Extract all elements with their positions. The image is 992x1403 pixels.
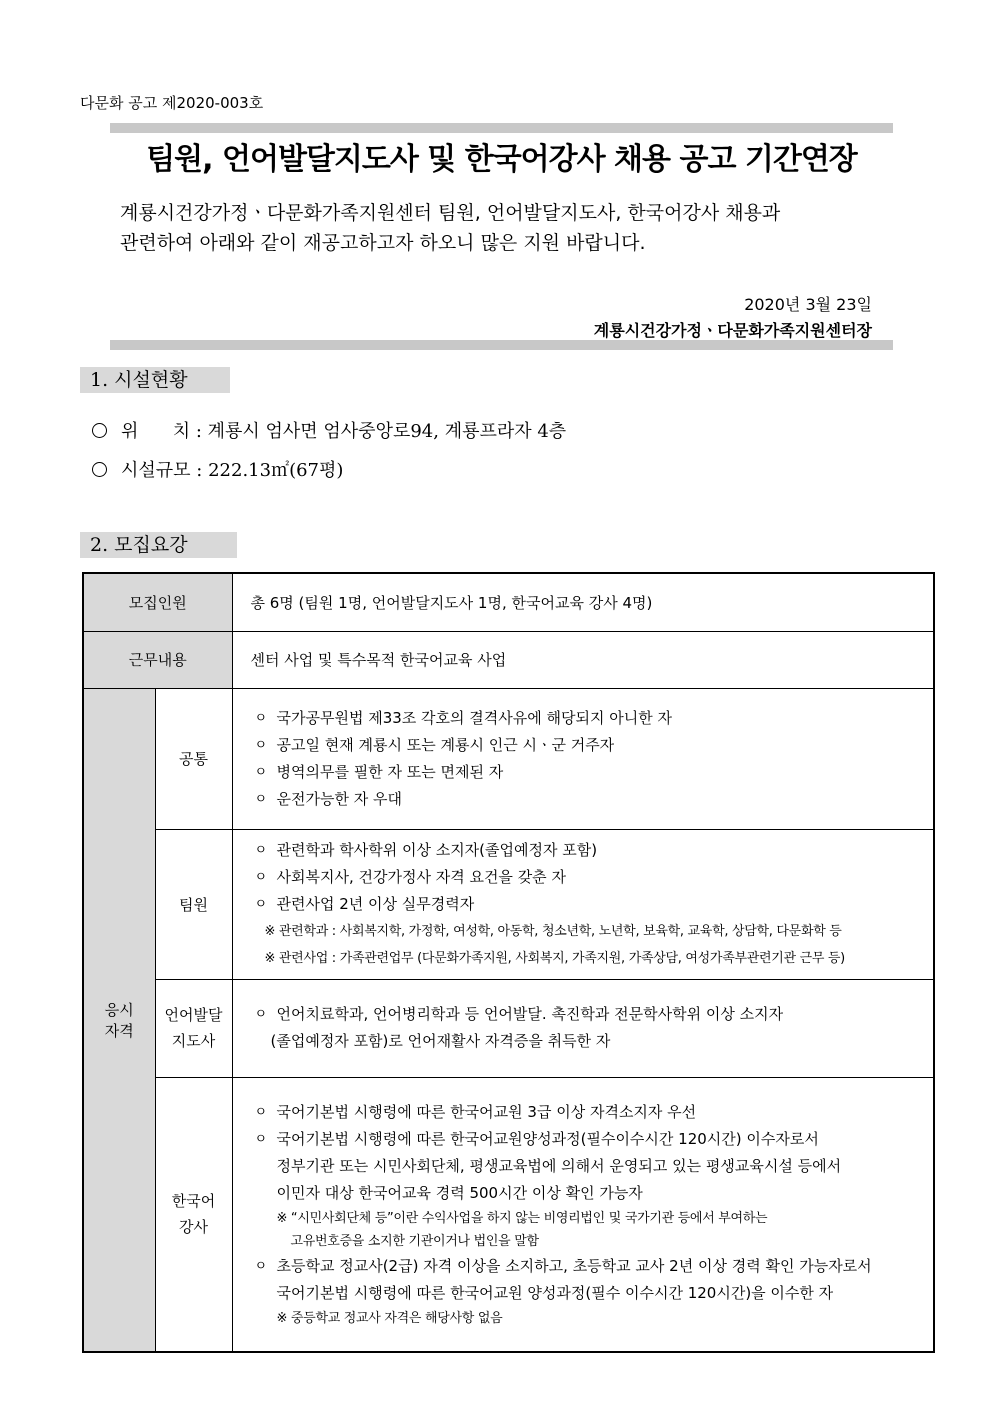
list-item: ㅇ 국어기본법 시행령에 따른 한국어교원양성과정(필수이수시간 120시간) 이수자로서 [255, 1126, 934, 1153]
intro-paragraph [120, 198, 890, 258]
korean-label [155, 1077, 232, 1352]
table-row [83, 573, 934, 631]
list-item: ㅇ 사회복지사, 건강가정사 자격 요건을 갖춘 자 [255, 864, 934, 891]
team-content [232, 829, 934, 979]
language-label-line-2: 지도사 [171, 1032, 216, 1050]
notice-number: 다문화 공고 제2020-003호 [80, 94, 264, 112]
table-row [83, 631, 934, 688]
language-label-line-1: 언어발달 [164, 1006, 223, 1024]
list-item: ㅇ 국가공무원법 제33조 각호의 결격사유에 해당되지 아니한 자 [255, 705, 934, 732]
section-2-heading: 2. 모집요강 [80, 532, 237, 558]
korean-note-1-continued: 고유번호증을 소지한 기관이거나 법인을 말함 [290, 1233, 539, 1249]
intro-line-1: 계룡시건강가정ㆍ다문화가족지원센터 팀원, 언어발달지도사, 한국어강사 채용과 [120, 202, 781, 224]
circle-bullet-icon [92, 423, 107, 438]
list-item-continued: (졸업예정자 포함)로 언어재활사 자격증을 취득한 자 [270, 1032, 611, 1050]
list-item: ㅇ 공고일 현재 계룡시 또는 계룡시 인근 시ㆍ군 거주자 [255, 732, 934, 759]
requirements-table [82, 572, 935, 1353]
section-1-heading: 1. 시설현황 [80, 367, 230, 393]
work-value: 센터 사업 및 특수목적 한국어교육 사업 [232, 631, 934, 688]
list-item: ㅇ 관련학과 학사학위 이상 소지자(졸업예정자 포함) [255, 837, 934, 864]
recruit-label: 모집인원 [83, 573, 232, 631]
list-item-continued: 정부기관 또는 시민사회단체, 평생교육법에 의해서 운영되고 있는 평생교육시설 등에서 [276, 1156, 842, 1175]
title-top-rule [110, 123, 893, 133]
size-row [92, 456, 343, 482]
common-label: 공통 [155, 688, 232, 829]
team-note-2: ※ 관련사업 : 가족관련업무 (다문화가족지원, 사회복지, 가족지원, 가족상담, 여성가족부관련기관 근무 등) [264, 950, 845, 966]
language-label [155, 979, 232, 1077]
intro-line-2: 관련하여 아래와 같이 재공고하고자 하오니 많은 지원 바랍니다. [120, 232, 646, 254]
team-note-1: ※ 관련학과 : 사회복지학, 가정학, 여성학, 아동학, 청소년학, 노년학, 보육학, 교육학, 상담학, 다문화학 등 [264, 923, 842, 939]
qualification-label-line-2: 자격 [104, 1021, 134, 1040]
korean-content [232, 1077, 934, 1352]
table-row [83, 829, 934, 979]
korean-note-2: ※ 중등학교 정교사 자격은 해당사항 없음 [276, 1310, 503, 1326]
recruit-value: 총 6명 (팀원 1명, 언어발달지도사 1명, 한국어교육 강사 4명) [232, 573, 934, 631]
korean-label-line-2: 강사 [179, 1218, 208, 1237]
list-item: ㅇ 초등학교 정교사(2급) 자격 이상을 소지하고, 초등학교 교사 2년 이상 경력 확인 가능자로서 [255, 1253, 934, 1280]
list-item: ㅇ 병역의무를 필한 자 또는 면제된 자 [255, 759, 934, 786]
list-item: ㅇ 국어기본법 시행령에 따른 한국어교원 3급 이상 자격소지자 우선 [255, 1099, 934, 1126]
language-content [232, 979, 934, 1077]
header-bottom-rule [110, 340, 893, 350]
circle-bullet-icon [92, 462, 107, 477]
location-row [92, 417, 566, 443]
list-item: ㅇ 관련사업 2년 이상 실무경력자 [255, 891, 934, 918]
qualification-label-line-1: 응시 [104, 1000, 134, 1019]
list-item: ㅇ 운전가능한 자 우대 [255, 786, 934, 813]
qualification-label [83, 688, 155, 1352]
team-label: 팀원 [155, 829, 232, 979]
notice-date: 2020년 3월 23일 [744, 295, 872, 314]
location-label: 위 치 [121, 421, 191, 442]
table-row [83, 688, 934, 829]
common-content [232, 688, 934, 829]
issuer: 계룡시건강가정ㆍ다문화가족지원센터장 [593, 321, 872, 340]
size-value: : 222.13㎡(67평) [196, 460, 344, 481]
list-item-continued: 국어기본법 시행령에 따른 한국어교원 양성과정(필수 이수시간 120시간)을 이수한 자 [276, 1283, 834, 1302]
list-item: ㅇ 언어치료학과, 언어병리학과 등 언어발달. 촉진학과 전문학사학위 이상 소지자 [255, 1001, 934, 1028]
list-item-continued: 이민자 대상 한국어교육 경력 500시간 이상 확인 가능자 [276, 1183, 643, 1202]
size-label: 시설규모 [121, 460, 191, 481]
page-title: 팀원, 언어발달지도사 및 한국어강사 채용 공고 기간연장 [146, 142, 857, 177]
table-row [83, 979, 934, 1077]
work-label: 근무내용 [83, 631, 232, 688]
table-row [83, 1077, 934, 1352]
korean-label-line-1: 한국어 [171, 1192, 216, 1211]
location-value: : 계룡시 엄사면 엄사중앙로94, 계룡프라자 4층 [195, 421, 567, 442]
korean-note-1: ※ “시민사회단체 등”이란 수익사업을 하지 않는 비영리법인 및 국가기관 등에서 부여하는 [276, 1210, 768, 1226]
